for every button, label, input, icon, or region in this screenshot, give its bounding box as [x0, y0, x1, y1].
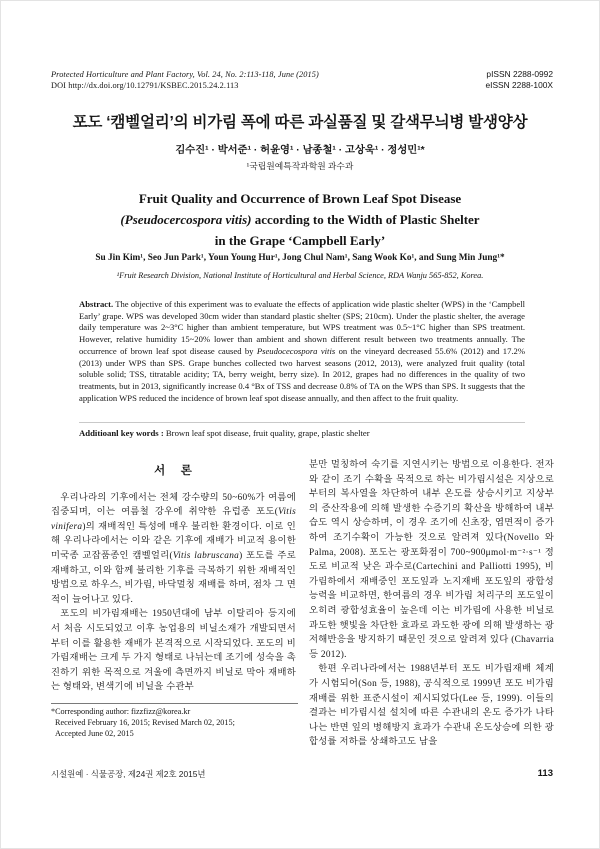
page-header — [51, 69, 553, 91]
page-footer — [51, 768, 553, 780]
section-title-introduction: 서 론 — [154, 465, 193, 477]
keywords-divider — [79, 422, 525, 423]
intro-paragraph-2: 포도의 비가림재배는 1950년대에 남부 이탈리아 등지에서 처음 시도되었고 이후 농업용의 비닐소재가 개발되면서부터 이를 활용한 재배가 본격적으로 시작되었다. 포도의 비가림재배는 크게 두 가지 형태로 나뉘는데 조기에 성숙을 촉진하기 위한 목적으로 겨울에 측면까지 비닐로 막아 재배하는 형태와, 변색기에 비닐을 수관부 — [51, 609, 296, 693]
p1-text-2: )의 재배적인 특성에 매우 불리한 환경이다. 이로 인해 우리나라에서는 이와 같은 기후에 재배가 비교적 용이한 미국종 교잡품종인 캠벨얼리( — [51, 521, 296, 561]
right-column — [309, 458, 554, 750]
journal-name: Protected Horticulture and Plant Factory, — [51, 70, 195, 79]
pissn: pISSN 2288-0992 — [486, 69, 553, 79]
issn-block — [485, 69, 553, 91]
p1-text-3: ) 포도를 주로 재배하고, 이와 함께 불리한 기후를 극복하기 위한 재배적인 방법으로 하우스, 비가림, 바닥멀칭 재배를 하며, 점차 그 면적이 늘어나고 있다. — [51, 550, 296, 605]
abstract-text-1: The objective of this experiment was to evaluate the effects of application wide plastic shelter (WPS) in the ‘Campbell Early’ grape. WPS was developed 30cm wider than standard plastic shelter (SPS; 210cm). Under the plastic shelter, the average daily temperature was 2~3°C higher than ambient temperature, but WPS treatment was 0.5~1°C higher than SPS treatment. However, relative humidity 15~20% lower than ambient and shown different result between two treatments annually. The occurrence of brown leaf spot disease caused by — [79, 299, 525, 356]
english-title-line3: in the Grape ‘Campbell Early’ — [214, 233, 386, 248]
accepted-date: Accepted June 02, 2015 — [55, 728, 134, 738]
species-name-title: (Pseudocercospora vitis) — [120, 212, 252, 227]
journal-issue: Vol. 24, No. 2:113-118, June (2015) — [194, 70, 319, 79]
footer-journal-name: 시설원예 · 식물공장, 제24권 제2호 2015년 — [51, 769, 206, 779]
species-name-abstract: Pseudocecospora vitis — [256, 345, 336, 356]
p1-text-1: 우리나라의 기후에서는 전체 강수량의 50~60%가 여름에 집중되며, 이는 여름철 강우에 취약한 유럽종 포도( — [51, 492, 296, 518]
journal-name-line — [51, 69, 319, 80]
keywords-line — [79, 428, 525, 440]
received-revised-dates: Received February 16, 2015; Revised March 02, 2015; — [55, 717, 235, 727]
english-title — [21, 188, 579, 251]
korean-affiliation: ¹국립원예특작과학원 과수과 — [246, 161, 354, 171]
english-title-line1: Fruit Quality and Occurrence of Brown Leaf Spot Disease — [138, 191, 462, 206]
corresponding-author-note: *Corresponding author: fizzfizz@korea.kr — [51, 707, 191, 716]
abstract — [79, 299, 525, 404]
korean-authors: 김수진¹ · 박서준¹ · 허윤영¹ · 남종철¹ · 고상욱¹ · 정성민¹* — [175, 145, 425, 156]
intro-paragraph-2-continued: 분만 멀칭하여 숙기를 지연시키는 방법으로 이용한다. 전자와 같이 조기 수확을 목적으로 하는 비가림시설은 지상으로부터의 복사열을 차단하여 내부 온도를 상승시키고 지상부의 증산작용에 의해 발생한 수증기의 확산을 방해하여 내부 습도 역시 상승하며, 이 경우 조기에 신초장, 엽면적이 증가하여 조기수확이 가능한 것으로 알려져 있다(Novello 와 Palma, 2008). 포도는 광포화점이 700~900μmol·m⁻²·s⁻¹ 정도로 비교적 낮은 과수로(Cartechini and Palliotti 1995), 비가림하에서 재배중인 포도잎과 노지재배 포도잎의 광합성 능력을 비교하면, 한여름의 경우 비가림 처리구의 포도잎이 오히려 광합성효율이 높은데 이는 비가림에 사용한 비닐로 과도한 햇빛을 차단한 효과로 과도한 광에 의해 발생하는 광저해반응을 방지하기 때문인 것으로 알려져 있다 (Chavarria 등 2012). — [309, 460, 554, 660]
keywords-label: Additioanl key words : — [79, 428, 164, 438]
intro-paragraph-1 — [51, 491, 296, 608]
korean-title: 포도 ‘캠벨얼리’의 비가림 폭에 따른 과실품질 및 갈색무늬병 발생양상 — [72, 114, 528, 131]
abstract-text-2: on the vineyard decreased 55.6% (2012) and 17.2% (2013) under WPS than SPS. Grape bunches collected two harvest seasons (2012, 2013), were analyzed fruit quality (total soluble solid; TSS, titratable acidity; TA, berry weight, berry size). In 2012, grapes had no differences in the quality of two treatments, but in 2013, significantly increase 0.4 °Bx of TSS and decrease 0.8% of TA on the WPS than SPS. It suggests that the application WPS reduced the incidence of brown leaf spot disease annually, and then affect to the fruit quality. — [79, 345, 525, 403]
intro-paragraph-3: 한편 우리나라에서는 1988년부터 포도 비가림재배 체계가 시험되어(Son 등, 1988), 공식적으로 1999년 포도 비가림 재배를 위한 표준시설이 제시되었다(Lee 등, 1999). 이들의 결과는 비가림시설 설치에 따른 수관내의 온도 증가가 나타나는 반면 잎의 병해방지 효과가 수관내 온도상승에 의한 광합성률 저하를 상쇄하고도 남을 — [309, 664, 554, 748]
eissn: eISSN 2288-100X — [485, 80, 553, 90]
page-number: 113 — [537, 768, 553, 779]
journal-citation — [51, 69, 319, 91]
english-affiliation: ¹Fruit Research Division, National Institute of Horticultural and Herbal Science, RDA Wanju 565-852, Korea. — [116, 271, 484, 280]
species-vitis-labruscana: Vitis labruscana — [172, 550, 240, 561]
abstract-label: Abstract. — [79, 299, 114, 309]
footnote-divider — [51, 703, 298, 704]
species-vitis-vinifera: Vitis vinifera — [51, 507, 296, 532]
english-title-line2: according to the Width of Plastic Shelter — [251, 212, 480, 227]
doi-line: DOI http://dx.doi.org/10.12791/KSBEC.2015.24.2.113 — [51, 81, 239, 90]
footnote — [51, 703, 298, 739]
english-authors: Su Jin Kim¹, Seo Jun Park¹, Youn Young Hur¹, Jong Chul Nam¹, Sang Wook Ko¹, and Sung Min Jung¹* — [95, 253, 505, 263]
keywords-text: Brown leaf spot disease, fruit quality, grape, plastic shelter — [163, 428, 370, 438]
